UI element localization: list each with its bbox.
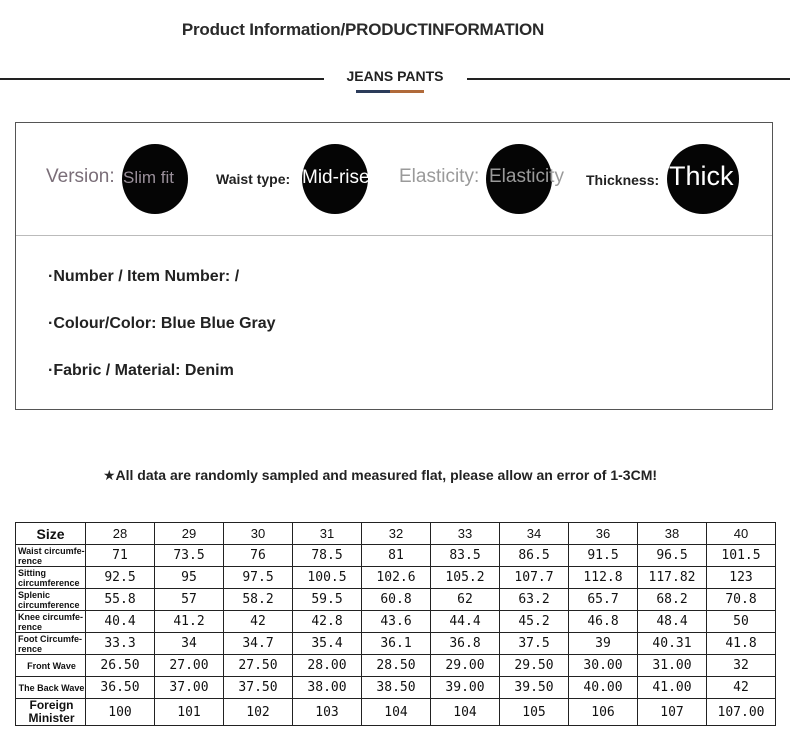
box-divider bbox=[16, 235, 772, 236]
table-cell: 30.00 bbox=[569, 655, 638, 677]
table-cell: 123 bbox=[707, 567, 776, 589]
table-cell: 92.5 bbox=[86, 567, 155, 589]
table-cell: 41.8 bbox=[707, 633, 776, 655]
thickness-label: Thickness: bbox=[586, 172, 660, 188]
row-label: Front Wave bbox=[16, 655, 86, 677]
table-cell: 105.2 bbox=[431, 567, 500, 589]
table-cell: 65.7 bbox=[569, 589, 638, 611]
row-label: Splenic circumference bbox=[16, 589, 86, 611]
size-header-cell: 38 bbox=[638, 523, 707, 545]
table-cell: 71 bbox=[86, 545, 155, 567]
table-cell: 46.8 bbox=[569, 611, 638, 633]
table-cell: 81 bbox=[362, 545, 431, 567]
size-header-cell: 29 bbox=[155, 523, 224, 545]
table-cell: 43.6 bbox=[362, 611, 431, 633]
table-cell: 27.00 bbox=[155, 655, 224, 677]
size-header-cell: 34 bbox=[500, 523, 569, 545]
table-cell: 27.50 bbox=[224, 655, 293, 677]
table-cell: 34 bbox=[155, 633, 224, 655]
table-row bbox=[16, 589, 776, 611]
table-cell: 34.7 bbox=[224, 633, 293, 655]
table-cell: 41.00 bbox=[638, 677, 707, 699]
table-row bbox=[16, 677, 776, 699]
size-header-cell: 30 bbox=[224, 523, 293, 545]
table-cell: 38.00 bbox=[293, 677, 362, 699]
item-colour: ·Colour/Color: Blue Blue Gray bbox=[48, 315, 276, 332]
table-row bbox=[16, 611, 776, 633]
table-cell: 39.50 bbox=[500, 677, 569, 699]
thickness-value: Thick bbox=[669, 161, 734, 191]
table-cell: 42 bbox=[707, 677, 776, 699]
table-cell: 39 bbox=[569, 633, 638, 655]
table-cell: 101 bbox=[155, 699, 224, 726]
table-cell: 96.5 bbox=[638, 545, 707, 567]
table-cell: 112.8 bbox=[569, 567, 638, 589]
row-label: Waist circumfe-rence bbox=[16, 545, 86, 567]
table-cell: 103 bbox=[293, 699, 362, 726]
section-title: JEANS PANTS bbox=[346, 68, 444, 84]
table-cell: 59.5 bbox=[293, 589, 362, 611]
table-cell: 44.4 bbox=[431, 611, 500, 633]
size-header-cell: 36 bbox=[569, 523, 638, 545]
version-label: Version: bbox=[46, 166, 115, 187]
table-cell: 37.50 bbox=[224, 677, 293, 699]
divider-right bbox=[467, 78, 790, 80]
table-cell: 28.00 bbox=[293, 655, 362, 677]
divider-left bbox=[0, 78, 324, 80]
table-cell: 107 bbox=[638, 699, 707, 726]
table-cell: 83.5 bbox=[431, 545, 500, 567]
table-cell: 102 bbox=[224, 699, 293, 726]
table-cell: 29.50 bbox=[500, 655, 569, 677]
table-cell: 106 bbox=[569, 699, 638, 726]
table-cell: 63.2 bbox=[500, 589, 569, 611]
table-cell: 58.2 bbox=[224, 589, 293, 611]
row-label: Foot Circumfe-rence bbox=[16, 633, 86, 655]
row-label: Foreign Minister bbox=[16, 699, 86, 726]
table-cell: 78.5 bbox=[293, 545, 362, 567]
table-cell: 60.8 bbox=[362, 589, 431, 611]
table-cell: 107.00 bbox=[707, 699, 776, 726]
table-cell: 37.5 bbox=[500, 633, 569, 655]
table-cell: 100 bbox=[86, 699, 155, 726]
row-label: Knee circumfe-rence bbox=[16, 611, 86, 633]
table-cell: 102.6 bbox=[362, 567, 431, 589]
size-table bbox=[15, 522, 776, 726]
table-row bbox=[16, 655, 776, 677]
table-cell: 39.00 bbox=[431, 677, 500, 699]
version-value: Slim fit bbox=[123, 168, 174, 187]
table-cell: 104 bbox=[431, 699, 500, 726]
table-cell: 76 bbox=[224, 545, 293, 567]
table-cell: 37.00 bbox=[155, 677, 224, 699]
table-cell: 107.7 bbox=[500, 567, 569, 589]
table-cell: 70.8 bbox=[707, 589, 776, 611]
table-cell: 40.31 bbox=[638, 633, 707, 655]
row-label: Sitting circumference bbox=[16, 567, 86, 589]
table-cell: 68.2 bbox=[638, 589, 707, 611]
table-cell: 35.4 bbox=[293, 633, 362, 655]
table-cell: 32 bbox=[707, 655, 776, 677]
table-row bbox=[16, 567, 776, 589]
waist-value: Mid-rise bbox=[302, 167, 370, 188]
size-header-cell: 28 bbox=[86, 523, 155, 545]
table-cell: 73.5 bbox=[155, 545, 224, 567]
table-cell: 31.00 bbox=[638, 655, 707, 677]
size-header-cell: 31 bbox=[293, 523, 362, 545]
table-cell: 104 bbox=[362, 699, 431, 726]
page-title: Product Information/PRODUCTINFORMATION bbox=[181, 20, 545, 39]
table-cell: 62 bbox=[431, 589, 500, 611]
table-cell: 50 bbox=[707, 611, 776, 633]
table-cell: 101.5 bbox=[707, 545, 776, 567]
table-row bbox=[16, 633, 776, 655]
table-cell: 105 bbox=[500, 699, 569, 726]
table-row bbox=[16, 699, 776, 726]
table-cell: 36.1 bbox=[362, 633, 431, 655]
table-cell: 33.3 bbox=[86, 633, 155, 655]
table-cell: 42 bbox=[224, 611, 293, 633]
size-header-cell: 40 bbox=[707, 523, 776, 545]
size-header-label: Size bbox=[16, 523, 86, 545]
table-cell: 40.4 bbox=[86, 611, 155, 633]
table-cell: 57 bbox=[155, 589, 224, 611]
item-number: ·Number / Item Number: / bbox=[48, 268, 240, 285]
size-header-cell: 32 bbox=[362, 523, 431, 545]
table-cell: 29.00 bbox=[431, 655, 500, 677]
waist-label: Waist type: bbox=[216, 171, 291, 187]
table-cell: 97.5 bbox=[224, 567, 293, 589]
table-cell: 95 bbox=[155, 567, 224, 589]
table-cell: 36.8 bbox=[431, 633, 500, 655]
section-underline bbox=[356, 90, 424, 93]
table-cell: 40.00 bbox=[569, 677, 638, 699]
size-header-row bbox=[16, 523, 776, 545]
table-row bbox=[16, 545, 776, 567]
table-cell: 42.8 bbox=[293, 611, 362, 633]
table-cell: 28.50 bbox=[362, 655, 431, 677]
table-cell: 91.5 bbox=[569, 545, 638, 567]
item-fabric: ·Fabric / Material: Denim bbox=[48, 362, 234, 379]
table-cell: 45.2 bbox=[500, 611, 569, 633]
elasticity-label: Elasticity: bbox=[399, 166, 480, 187]
size-header-cell: 33 bbox=[431, 523, 500, 545]
elasticity-value: Elasticity bbox=[489, 166, 564, 187]
measurement-note: ★All data are randomly sampled and measured flat, please allow an error of 1-3CM! bbox=[102, 467, 658, 483]
table-cell: 38.50 bbox=[362, 677, 431, 699]
table-cell: 48.4 bbox=[638, 611, 707, 633]
table-cell: 86.5 bbox=[500, 545, 569, 567]
table-cell: 36.50 bbox=[86, 677, 155, 699]
table-cell: 100.5 bbox=[293, 567, 362, 589]
row-label: The Back Wave bbox=[16, 677, 86, 699]
table-cell: 26.50 bbox=[86, 655, 155, 677]
table-cell: 117.82 bbox=[638, 567, 707, 589]
table-cell: 55.8 bbox=[86, 589, 155, 611]
table-cell: 41.2 bbox=[155, 611, 224, 633]
